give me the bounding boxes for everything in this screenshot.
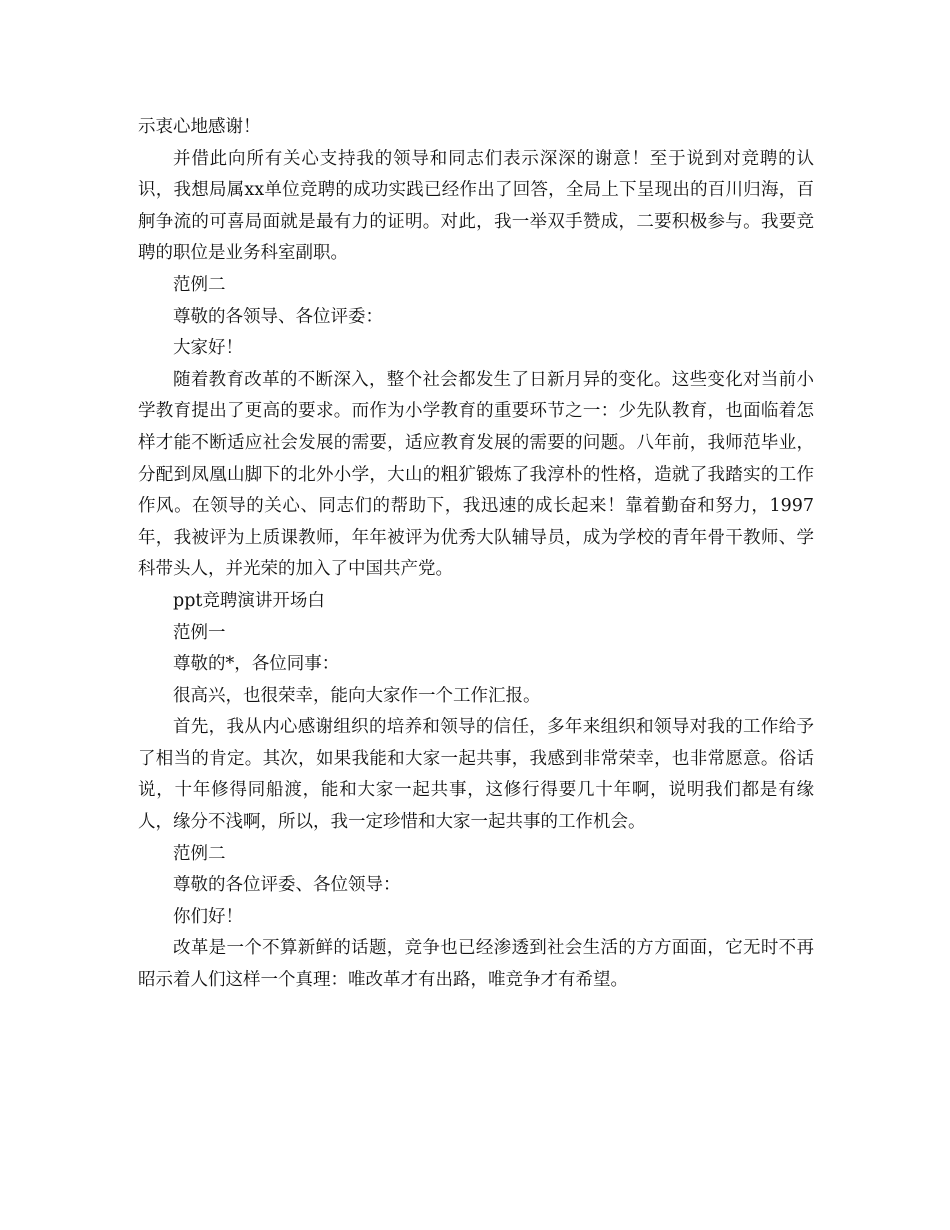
section-heading-example-two: 范例二 [173,843,226,864]
paragraph-reform-competition: 改革是一个不算新鲜的话题，竞争也已经渗透到社会生活的方方面面，它无时不再昭示着人们这样一个真理：唯改革才有出路，唯竞争才有希望。 [138,938,814,991]
document-body [138,112,814,997]
section-heading-example-two: 范例二 [173,274,226,295]
greeting: 大家好！ [173,338,243,359]
salutation: 尊敬的各位评委、各位领导： [173,875,401,896]
salutation: 尊敬的*，各位同事： [173,654,340,675]
section-heading-example-one: 范例一 [173,622,226,643]
greeting: 你们好！ [173,906,243,927]
paragraph-education-reform: 随着教育改革的不断深入，整个社会都发生了日新月异的变化。这些变化对当前小学教育提出了更高的要求。而作为小学教育的重要环节之一：少先队教育，也面临着怎样才能不断适应社会发展的需要，适应教育发展的需要的问题。八年前，我师范毕业，分配到凤凰山脚下的北外小学，大山的粗犷锻炼了我淳朴的性格，造就了我踏实的工作作风。在领导的关心、同志们的帮助下，我迅速的成长起来！靠着勤奋和努力，1997年，我被评为上质课教师，年年被评为优秀大队辅导员，成为学校的青年骨干教师、学科带头人，并光荣的加入了中国共产党。 [138,369,814,580]
paragraph-closing-thanks: 示衷心地感谢！ [138,117,261,137]
paragraph-opening-line: 很高兴，也很荣幸，能向大家作一个工作汇报。 [173,685,541,706]
salutation: 尊敬的各领导、各位评委： [173,306,383,327]
section-title-ppt-opening: ppt竞聘演讲开场白 [173,590,325,611]
paragraph-gratitude: 并借此向所有关心支持我的领导和同志们表示深深的谢意！至于说到对竞聘的认识，我想局属xx单位竞聘的成功实践已经作出了回答，全局上下呈现出的百川归海，百舸争流的可喜局面就是最有力的证明。对此，我一举双手赞成，二要积极参与。我要竞聘的职位是业务科室副职。 [138,148,814,264]
paragraph-thanks-organization: 首先，我从内心感谢组织的培养和领导的信任，多年来组织和领导对我的工作给予了相当的肯定。其次，如果我能和大家一起共事，我感到非常荣幸，也非常愿意。俗话说，十年修得同船渡，能和大家一起共事，这修行得要几十年啊，说明我们都是有缘人，缘分不浅啊，所以，我一定珍惜和大家一起共事的工作机会。 [138,717,814,833]
